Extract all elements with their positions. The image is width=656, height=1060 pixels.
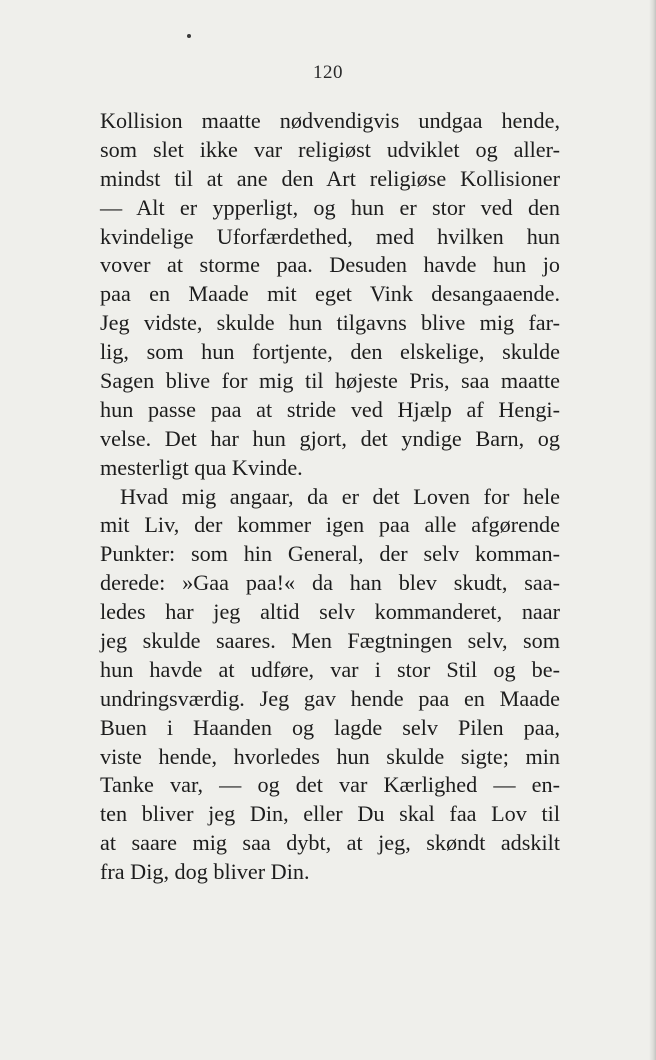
text-line: jeg skulde saares. Men Fægtningen selv, som [100,628,560,654]
text-line: vover at storme paa. Desuden havde hun jo [100,252,560,278]
text-line: Buen i Haanden og lagde selv Pilen paa, [100,714,560,740]
text-line: mit Liv, der kommer igen paa alle afgørende [100,512,560,538]
text-line: hun passe paa at stride ved Hjælp af Hengi- [100,396,560,422]
spine-shadow [649,0,656,1060]
text-line: hun havde at udføre, var i stor Stil og be- [100,656,560,682]
text-line: mindst til at ane den Art religiøse Kollisioner [100,165,560,191]
paragraph-end-line: fra Dig, dog bliver Din. [100,859,310,885]
text-line: velse. Det har hun gjort, det yndige Barn, og [100,425,560,451]
paragraph-end-line: mesterligt qua Kvinde. [100,454,303,480]
paragraph-start-line: Hvad mig angaar, da er det Loven for hele [120,483,560,509]
text-line: paa en Maade mit eget Vink desangaaende. [100,281,560,307]
text-line: Jeg vidste, skulde hun tilgavns blive mig far- [100,310,560,336]
text-line: Tanke var, — og det var Kærlighed — en- [100,772,560,798]
body-text [100,107,560,887]
text-line: ledes har jeg altid selv kommanderet, naar [100,599,560,625]
text-line: Punkter: som hin General, der selv komman- [100,541,560,567]
text-line: Sagen blive for mig til højeste Pris, saa maatte [100,368,560,394]
text-line: Kollision maatte nødvendigvis undgaa hende, [100,108,560,133]
text-line: undringsværdig. Jeg gav hende paa en Maade [100,685,560,711]
text-line: at saare mig saa dybt, at jeg, skøndt adskilt [100,830,560,856]
text-line: — Alt er ypperligt, og hun er stor ved den [100,194,560,220]
text-line: lig, som hun fortjente, den elskelige, skulde [100,339,560,365]
text-line: derede: »Gaa paa!« da han blev skudt, saa- [100,570,560,596]
page-number: 120 [313,62,343,83]
text-line: som slet ikke var religiøst udviklet og aller- [100,136,560,162]
text-line: viste hende, hvorledes hun skulde sigte; min [100,743,560,769]
ink-speck [187,34,191,38]
text-line: kvindelige Uforfærdethed, med hvilken hun [100,223,560,249]
text-line: ten bliver jeg Din, eller Du skal faa Lov til [100,801,560,827]
